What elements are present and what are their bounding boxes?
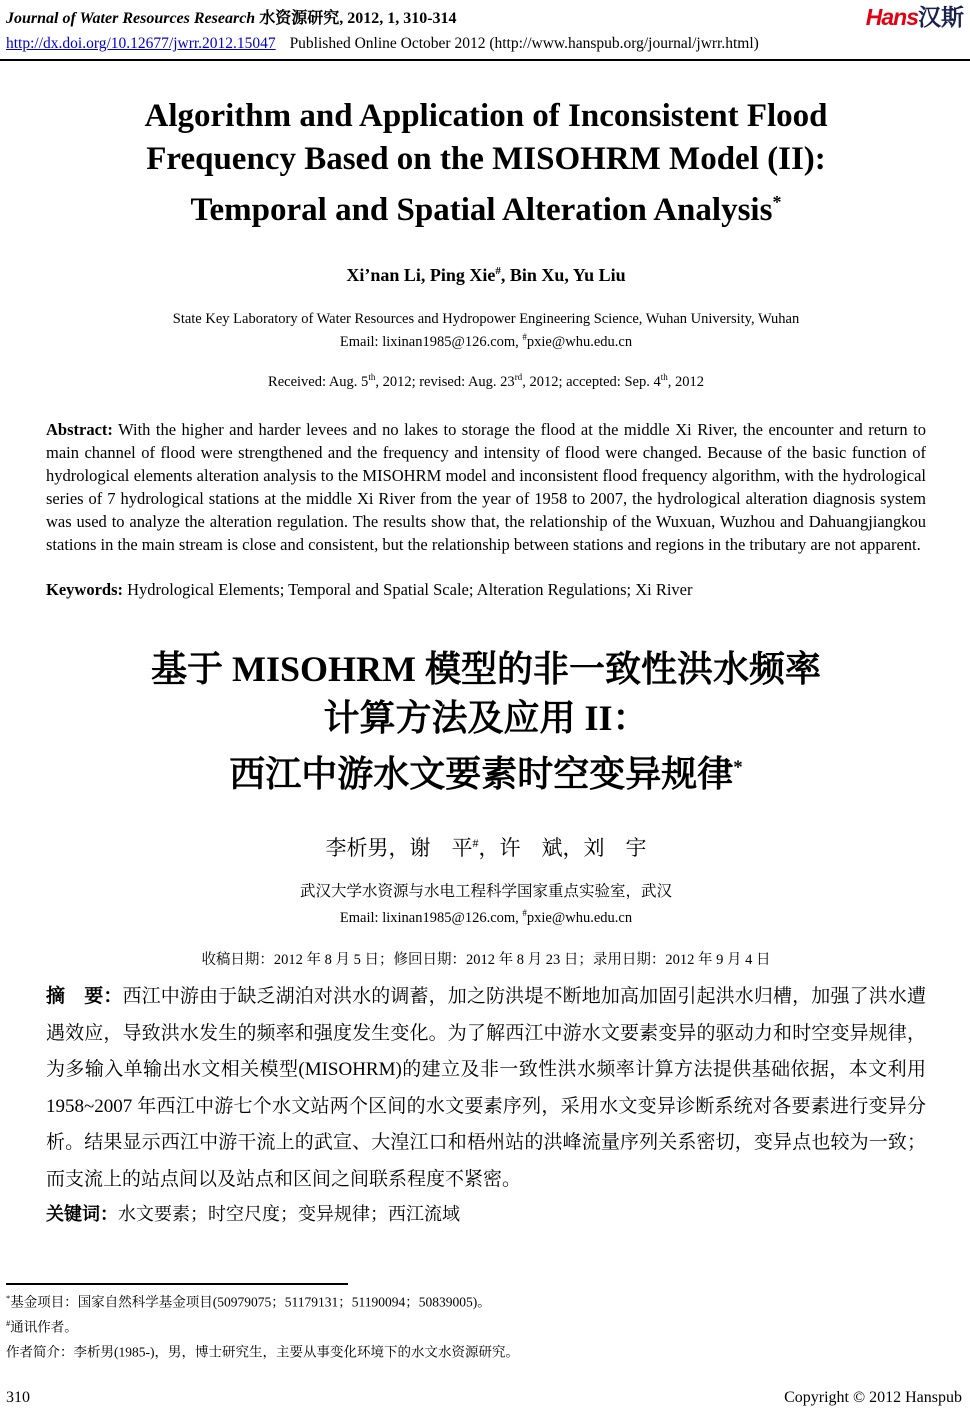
received-text: , 2012; revised: Aug. 23: [375, 373, 515, 390]
email-sup: #: [522, 332, 527, 342]
abstract-en-label: Abstract:: [46, 419, 113, 439]
received-line-cn: 收稿日期：2012 年 8 月 5 日；修回日期：2012 年 8 月 23 日；录用日期：2012 年 9 月 4 日: [201, 952, 771, 969]
keywords-en-text: Hydrological Elements; Temporal and Spatial Scale; Alteration Regulations; Xi River: [123, 579, 693, 599]
keywords-cn-label: 关键词：: [46, 1204, 118, 1225]
received-line-en: [46, 372, 926, 391]
affiliation-cn: 武汉大学水资源与水电工程科学国家重点实验室，武汉: [299, 882, 672, 900]
keywords-cn: [46, 1200, 926, 1226]
abstract-en-text: With the higher and harder levees and no lakes to storage the flood at the middle Xi River, the encounter and return to main channel of flood were strengthened and the frequency and intensity of flood were changed. Because of the basic function of hydrological elements alteration analysis to the MISOHRM model and inconsistent flood frequency algorithm, with the hydrological series of 7 hydrological stations at the middle Xi River from the year of 1958 to 2007, the hydrological alteration diagnosis system was used to analyze the alteration regulation. The results show that, the relationship of the Wuxuan, Wuzhou and Dahuangjiangkou stations in the main stream is close and consistent, but the relationship between stations and regions in the tributary are not apparent.: [46, 419, 926, 554]
email-cn-part1: Email: lixinan1985@126.com,: [339, 909, 523, 926]
footnote-rule: [6, 1283, 348, 1285]
copyright: Copyright © 2012 Hanspub: [784, 1389, 962, 1406]
abstract-cn-label: 摘 要：: [46, 986, 123, 1008]
affiliation-block-en: [46, 310, 926, 351]
article-body: [0, 95, 970, 1226]
authors-en-part2: , Bin Xu, Yu Liu: [500, 265, 626, 285]
authors-cn-part2: ，许 斌，刘 宇: [478, 835, 647, 860]
authors-cn-part1: 李析男，谢 平: [325, 835, 473, 860]
header-rule: [0, 59, 970, 61]
doi-link[interactable]: http://dx.doi.org/10.12677/jwrr.2012.15047: [6, 35, 276, 52]
abstract-cn-text: 西江中游由于缺乏湖泊对洪水的调蓄，加之防洪堤不断地加高加固引起洪水归槽，加强了洪水遭遇效应，导致洪水发生的频率和强度发生变化。为了解西江中游水文要素变异的驱动力和时空变异规律，为多输入单输出水文相关模型(MISOHRM)的建立及非一致性洪水频率计算方法提供基础依据，本文利用 1958~2007 年西江中游七个水文站两个区间的水文要素序列，采用水文变异诊断系统对各要素进行变异分析。结果显示西江中游干流上的武宣、大湟江口和梧州站的洪峰流量序列关系密切，变异点也较为一致；而支流上的站点间以及站点和区间之间联系程度不紧密。: [46, 986, 926, 1190]
email-cn-part2: pxie@whu.edu.cn: [526, 909, 633, 926]
title-cn-footnote-mark: *: [733, 756, 743, 778]
page-number: 310: [6, 1389, 30, 1406]
footnotes: [6, 1283, 926, 1363]
title-cn-line3: 西江中游水文要素时空变异规律: [229, 753, 734, 794]
abstract-cn: [46, 979, 926, 1198]
footnote-corresponding: [6, 1313, 926, 1338]
journal-header-left: [6, 5, 759, 53]
title-en-line2: Frequency Based on the MISOHRM Model (II):: [146, 141, 826, 177]
footnote-funding: [6, 1288, 926, 1313]
published-info: Published Online October 2012 (http://www.hanspub.org/journal/jwrr.html): [289, 35, 759, 52]
affiliation-block-cn: [46, 881, 926, 928]
journal-title-en: Journal of Water Resources Research: [6, 10, 256, 27]
journal-title-line: [6, 5, 759, 28]
corresponding-author-mark-cn: #: [472, 835, 479, 850]
email-part1: Email: lixinan1985@126.com,: [339, 333, 523, 350]
authors-cn: [46, 832, 926, 862]
title-cn-line1: 基于 MISOHRM 模型的非一致性洪水频率: [151, 648, 821, 689]
hans-logo-cn: 汉斯: [918, 4, 964, 30]
article-title-cn: [46, 645, 926, 799]
title-en-line1: Algorithm and Application of Inconsistent Flood: [144, 98, 828, 134]
ordinal-sup: rd: [514, 371, 523, 382]
journal-header: [0, 0, 970, 53]
footnote-mark: *: [6, 1293, 11, 1303]
journal-title-cn: 水资源研究, 2012, 1, 310-314: [259, 10, 457, 27]
title-en-line3: Temporal and Spatial Alteration Analysis: [190, 192, 773, 228]
abstract-en: [46, 418, 926, 556]
footnote-mark: #: [6, 1318, 11, 1328]
email-part2: pxie@whu.edu.cn: [526, 333, 633, 350]
ordinal-sup: th: [660, 371, 668, 382]
affiliation-en: State Key Laboratory of Water Resources and Hydropower Engineering Science, Wuhan University, Wuhan: [172, 311, 800, 327]
email-line-cn: [46, 903, 926, 928]
ordinal-sup: th: [368, 371, 376, 382]
email-cn-sup: #: [522, 907, 527, 918]
page-footer: [6, 1389, 962, 1407]
article-title-en: [46, 95, 926, 232]
received-text: , 2012; accepted: Sep. 4: [522, 373, 661, 390]
keywords-en-label: Keywords:: [46, 579, 123, 599]
hans-logo: [866, 5, 964, 29]
email-line-en: [46, 328, 926, 351]
footnote-text: 通讯作者。: [10, 1319, 78, 1335]
authors-en-part1: Xi’nan Li, Ping Xie: [346, 265, 496, 285]
footnote-bio: [6, 1338, 926, 1363]
corresponding-author-mark: #: [495, 265, 501, 277]
keywords-cn-text: 水文要素；时空尺度；变异规律；西江流域: [118, 1204, 460, 1225]
keywords-en: [46, 580, 926, 600]
title-cn-line2: 计算方法及应用 II：: [323, 697, 649, 738]
doi-line: [6, 35, 759, 53]
authors-en: [46, 265, 926, 286]
title-footnote-mark: *: [772, 192, 782, 212]
footnote-text: 基金项目：国家自然科学基金项目(50979075；51179131；51190094；50839005)。: [10, 1294, 491, 1310]
received-text: Received: Aug. 5: [268, 373, 369, 390]
footnote-text: 作者简介：李析男(1985-)，男，博士研究生，主要从事变化环境下的水文水资源研究。: [6, 1344, 519, 1360]
hans-logo-latin: Hans: [865, 4, 918, 30]
received-text: , 2012: [667, 373, 704, 390]
